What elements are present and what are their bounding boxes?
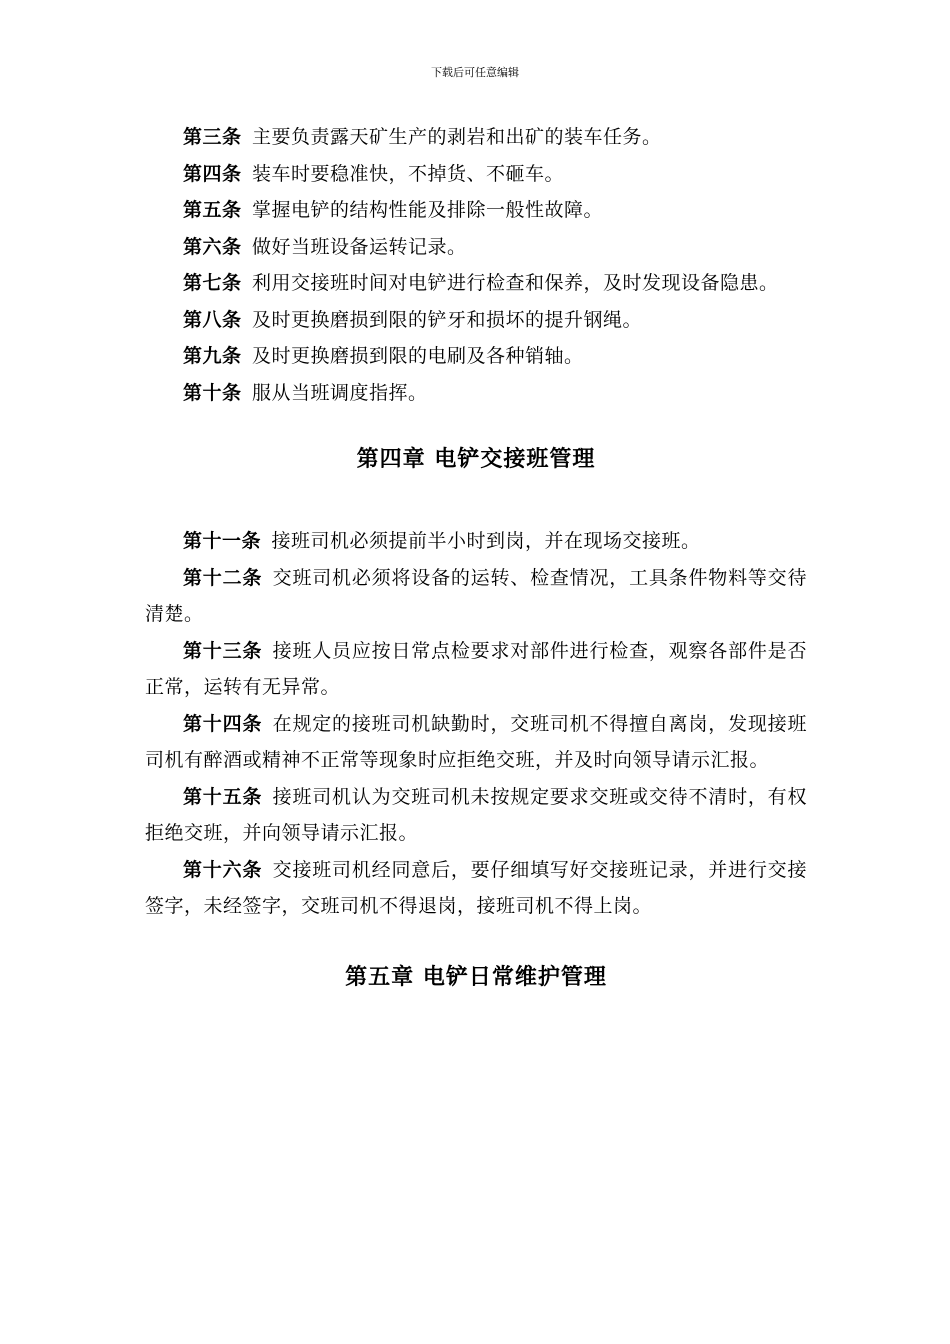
article-text: 掌握电铲的结构性能及排除一般性故障。	[251, 199, 603, 221]
article-9	[145, 338, 807, 375]
article-text: 接班司机必须提前半小时到岗，并在现场交接班。	[271, 530, 701, 552]
article-text: 交班司机必须将设备的运转、检查情况，工具条件物料等交待清楚。	[145, 566, 807, 625]
article-number: 第十六条	[183, 858, 263, 881]
article-text: 利用交接班时间对电铲进行检查和保养，及时发现设备隐患。	[251, 272, 779, 294]
article-10	[145, 375, 807, 412]
article-7	[145, 265, 807, 302]
article-number: 第十一条	[183, 530, 262, 552]
article-text: 及时更换磨损到限的铲牙和损坏的提升钢绳。	[251, 308, 642, 331]
article-11	[145, 523, 807, 560]
chapter-title-4: 第四章 电铲交接班管理	[356, 447, 596, 472]
article-3	[145, 119, 807, 156]
article-text: 及时更换磨损到限的电刷及各种销轴。	[251, 345, 584, 367]
article-number: 第七条	[183, 272, 242, 294]
article-number: 第四条	[183, 162, 242, 185]
document-body	[145, 119, 807, 993]
article-16	[145, 852, 807, 925]
article-number: 第十四条	[183, 712, 263, 735]
article-text: 接班人员应按日常点检要求对部件进行检查，观察各部件是否正常，运转有无异常。	[145, 639, 807, 698]
chapter-title-5: 第五章 电铲日常维护管理	[345, 964, 607, 990]
article-text: 做好当班设备运转记录。	[251, 235, 467, 258]
page-header: 下载后可任意编辑	[431, 66, 519, 79]
article-text: 服从当班调度指挥。	[251, 381, 428, 404]
article-8	[145, 302, 807, 339]
article-number: 第十五条	[183, 785, 263, 808]
article-number: 第十二条	[183, 566, 263, 589]
article-text: 装车时要稳准快，不掉货、不砸车。	[251, 162, 564, 185]
article-4	[145, 156, 807, 193]
article-text: 在规定的接班司机缺勤时，交班司机不得擅自离岗，发现接班司机有醉酒或精神不正常等现象时应拒绝交班，并及时向领导请示汇报。	[145, 712, 807, 771]
article-13	[145, 633, 807, 706]
article-number: 第十条	[183, 381, 242, 404]
article-text: 主要负责露天矿生产的剥岩和出矿的装车任务。	[251, 126, 662, 148]
article-number: 第九条	[183, 345, 242, 367]
article-number: 第六条	[183, 235, 242, 258]
article-12	[145, 560, 807, 633]
article-number: 第三条	[183, 126, 242, 148]
article-5	[145, 192, 807, 229]
article-text: 交接班司机经同意后，要仔细填写好交接班记录，并进行交接签字，未经签字，交班司机不得退岗，接班司机不得上岗。	[145, 858, 807, 917]
article-number: 第十三条	[183, 639, 263, 662]
article-text: 接班司机认为交班司机未按规定要求交班或交待不清时，有权拒绝交班，并向领导请示汇报。	[145, 785, 807, 844]
article-number: 第五条	[183, 199, 242, 221]
article-6	[145, 229, 807, 266]
article-number: 第八条	[183, 308, 242, 331]
article-15	[145, 779, 807, 852]
article-14	[145, 706, 807, 779]
